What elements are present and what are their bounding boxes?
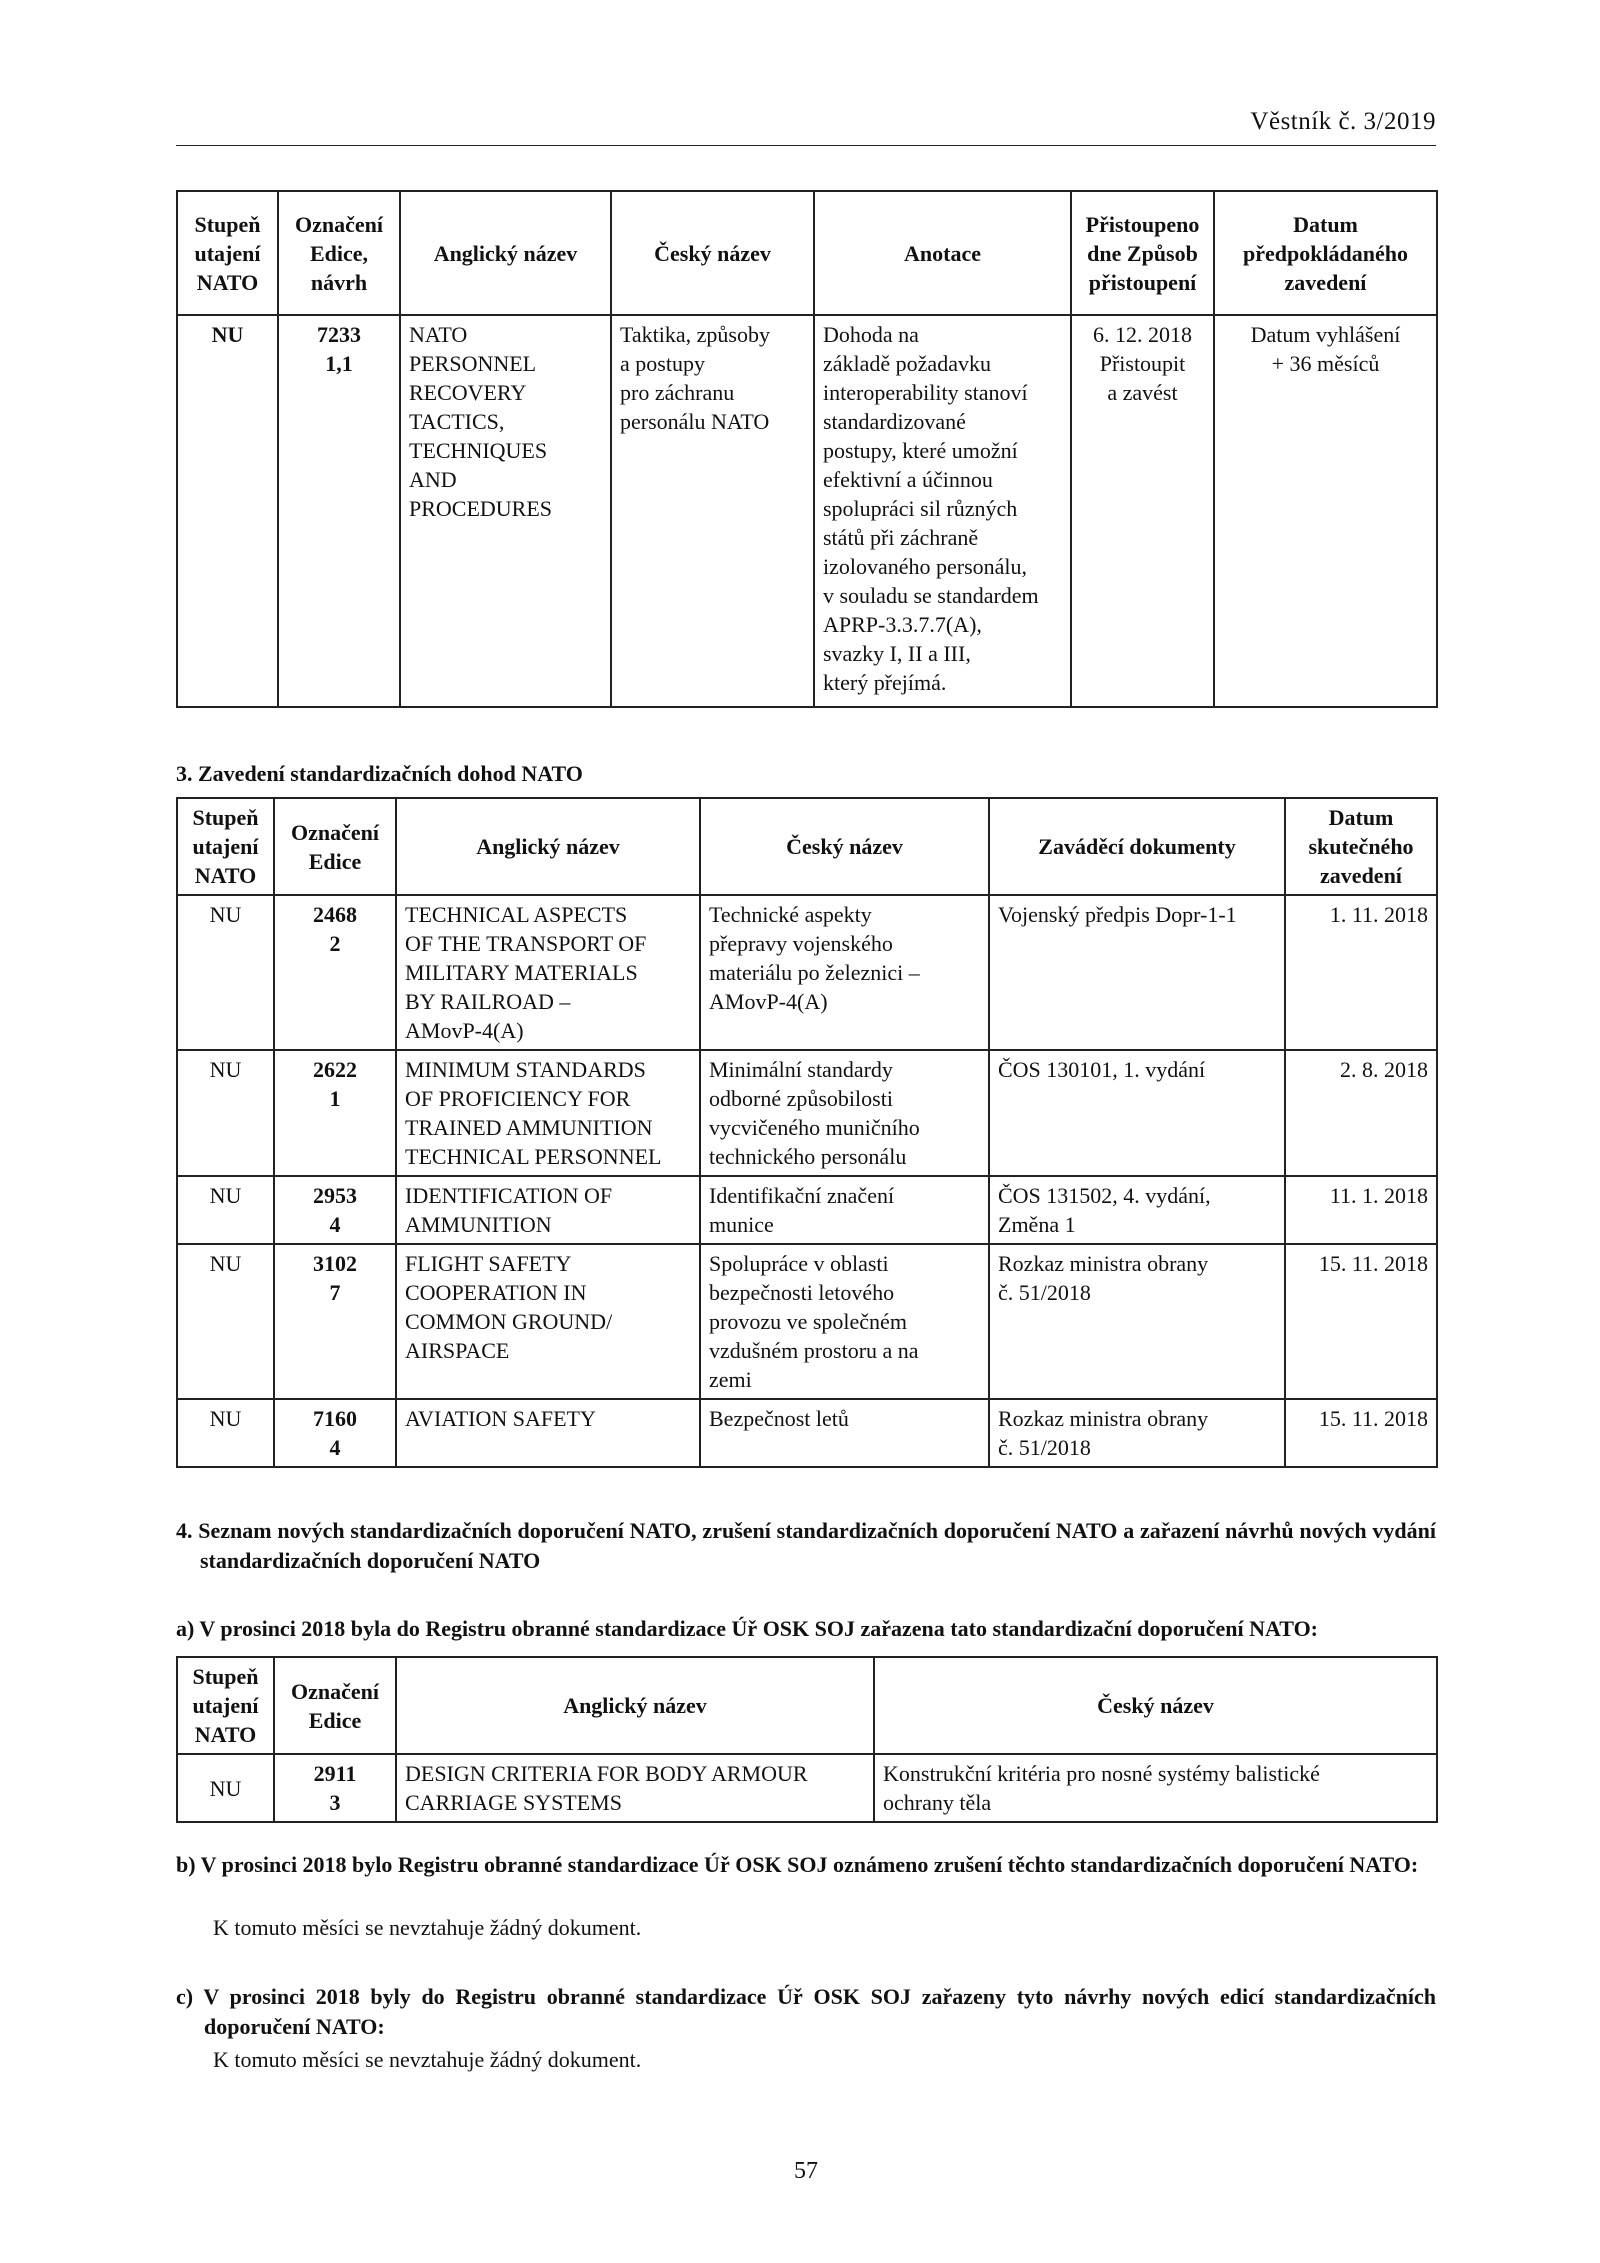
table-row (177, 895, 1437, 1050)
col-header-anglicky: Anglický název (396, 1657, 874, 1754)
col-header-oznaceni: Označení Edice (274, 1657, 396, 1754)
cell-anotace: Dohoda na základě požadavku interoperability stanoví standardizované postupy, které umožní efektivní a účinnou spolupráci sil různých států při záchraně izolovaného personálu, v souladu se standardem APRP-3.3.7.7(A), svazky I, II a III, který přejímá. (814, 315, 1071, 707)
col-header-datum: Datum předpokládaného zavedení (1214, 191, 1437, 315)
col-header-cesky: Český název (874, 1657, 1437, 1754)
cell-dokumenty: Rozkaz ministra obrany č. 51/2018 (989, 1399, 1285, 1467)
cell-oznaceni: 2622 1 (274, 1050, 396, 1176)
table-row (177, 315, 1437, 707)
section-4-title (176, 1516, 1436, 1576)
col-header-anotace: Anotace (814, 191, 1071, 315)
table-row (177, 1244, 1437, 1399)
journal-header: Věstník č. 3/2019 (1250, 108, 1436, 135)
col-header-cesky: Český název (700, 798, 989, 895)
section-3-title: 3. Zavedení standardizačních dohod NATO (176, 761, 583, 786)
cell-oznaceni: 3102 7 (274, 1244, 396, 1399)
cell-datum: 11. 1. 2018 (1285, 1176, 1437, 1244)
section-4c-text: V prosinci 2018 byly do Registru obranné standardizace Úř OSK SOJ zařazeny tyto návrhy nových edicí standardizačních doporučení NATO: (203, 1984, 1436, 2039)
cell-dokumenty: ČOS 131502, 4. vydání, Změna 1 (989, 1176, 1285, 1244)
cell-datum: 1. 11. 2018 (1285, 895, 1437, 1050)
cell-anglicky: IDENTIFICATION OF AMMUNITION (396, 1176, 700, 1244)
section-4c-title (176, 1982, 1436, 2042)
cell-anglicky: AVIATION SAFETY (396, 1399, 700, 1467)
cell-stupen: NU (177, 1050, 274, 1176)
table-row (177, 1176, 1437, 1244)
section-4b-text: V prosinci 2018 bylo Registru obranné standardizace Úř OSK SOJ oznámeno zrušení těchto standardizačních doporučení NATO: (200, 1852, 1419, 1877)
table-stanag-proposals (176, 190, 1438, 708)
cell-cesky: Minimální standardy odborné způsobilosti vycvičeného muničního technického personálu (700, 1050, 989, 1176)
col-header-cesky: Český název (611, 191, 814, 315)
cell-anglicky: MINIMUM STANDARDS OF PROFICIENCY FOR TRAINED AMMUNITION TECHNICAL PERSONNEL (396, 1050, 700, 1176)
table-header-row (177, 1657, 1437, 1754)
cell-anglicky: DESIGN CRITERIA FOR BODY ARMOUR CARRIAGE SYSTEMS (396, 1754, 874, 1822)
cell-stupen: NU (177, 1399, 274, 1467)
table-header-row (177, 191, 1437, 315)
cell-oznaceni: 7160 4 (274, 1399, 396, 1467)
page-number: 57 (794, 2158, 818, 2184)
cell-cesky: Konstrukční kritéria pro nosné systémy balistické ochrany těla (874, 1754, 1437, 1822)
cell-stupen: NU (177, 1244, 274, 1399)
section-4b-title (176, 1850, 1436, 1880)
col-header-pristoupeno: Přistoupeno dne Způsob přistoupení (1071, 191, 1214, 315)
cell-cesky: Bezpečnost letů (700, 1399, 989, 1467)
table-stanag-implementation (176, 797, 1438, 1468)
cell-stupen: NU (177, 315, 278, 707)
section-4b-note: K tomuto měsíci se nevztahuje žádný dokument. (213, 1915, 642, 1940)
cell-datum: 15. 11. 2018 (1285, 1244, 1437, 1399)
col-header-oznaceni: Označení Edice, návrh (278, 191, 400, 315)
col-header-stupen: Stupeň utajení NATO (177, 798, 274, 895)
table-row (177, 1399, 1437, 1467)
cell-dokumenty: Vojenský předpis Dopr-1-1 (989, 895, 1285, 1050)
cell-anglicky: TECHNICAL ASPECTS OF THE TRANSPORT OF MILITARY MATERIALS BY RAILROAD – AMovP-4(A) (396, 895, 700, 1050)
cell-stupen: NU (177, 1754, 274, 1822)
cell-anglicky: FLIGHT SAFETY COOPERATION IN COMMON GROUND/ AIRSPACE (396, 1244, 700, 1399)
cell-dokumenty: Rozkaz ministra obrany č. 51/2018 (989, 1244, 1285, 1399)
cell-datum: 2. 8. 2018 (1285, 1050, 1437, 1176)
cell-stupen: NU (177, 895, 274, 1050)
col-header-anglicky: Anglický název (396, 798, 700, 895)
cell-oznaceni: 7233 1,1 (278, 315, 400, 707)
section-4c-note: K tomuto měsíci se nevztahuje žádný dokument. (213, 2047, 642, 2072)
cell-dokumenty: ČOS 130101, 1. vydání (989, 1050, 1285, 1176)
table-new-recommendations (176, 1656, 1438, 1823)
cell-oznaceni: 2468 2 (274, 895, 396, 1050)
col-header-datum: Datum skutečného zavedení (1285, 798, 1437, 895)
cell-datum: 15. 11. 2018 (1285, 1399, 1437, 1467)
table-row (177, 1754, 1437, 1822)
col-header-anglicky: Anglický název (400, 191, 611, 315)
cell-oznaceni: 2911 3 (274, 1754, 396, 1822)
section-4c-label: c) (176, 1984, 194, 2009)
section-4a-title: a) V prosinci 2018 byla do Registru obranné standardizace Úř OSK SOJ zařazena tato standardizační doporučení NATO: (176, 1616, 1319, 1641)
col-header-stupen: Stupeň utajení NATO (177, 191, 278, 315)
section-4b-label: b) (176, 1852, 196, 1877)
col-header-dokumenty: Zaváděcí dokumenty (989, 798, 1285, 895)
cell-stupen: NU (177, 1176, 274, 1244)
table-row (177, 1050, 1437, 1176)
table-header-row (177, 798, 1437, 895)
col-header-oznaceni: Označení Edice (274, 798, 396, 895)
cell-datum: Datum vyhlášení + 36 měsíců (1214, 315, 1437, 707)
cell-pristoupeno: 6. 12. 2018 Přistoupit a zavést (1071, 315, 1214, 707)
cell-anglicky: NATO PERSONNEL RECOVERY TACTICS, TECHNIQUES AND PROCEDURES (400, 315, 611, 707)
cell-cesky: Spolupráce v oblasti bezpečnosti letového provozu ve společném vzdušném prostoru a na zemi (700, 1244, 989, 1399)
col-header-stupen: Stupeň utajení NATO (177, 1657, 274, 1754)
cell-cesky: Technické aspekty přepravy vojenského materiálu po železnici – AMovP-4(A) (700, 895, 989, 1050)
section-4-text: 4. Seznam nových standardizačních doporučení NATO, zrušení standardizačních doporučení NATO a zařazení návrhů nových vydání standardizačních doporučení NATO (176, 1518, 1436, 1573)
cell-oznaceni: 2953 4 (274, 1176, 396, 1244)
cell-cesky: Identifikační značení munice (700, 1176, 989, 1244)
header-divider (176, 145, 1436, 146)
cell-cesky: Taktika, způsoby a postupy pro záchranu personálu NATO (611, 315, 814, 707)
